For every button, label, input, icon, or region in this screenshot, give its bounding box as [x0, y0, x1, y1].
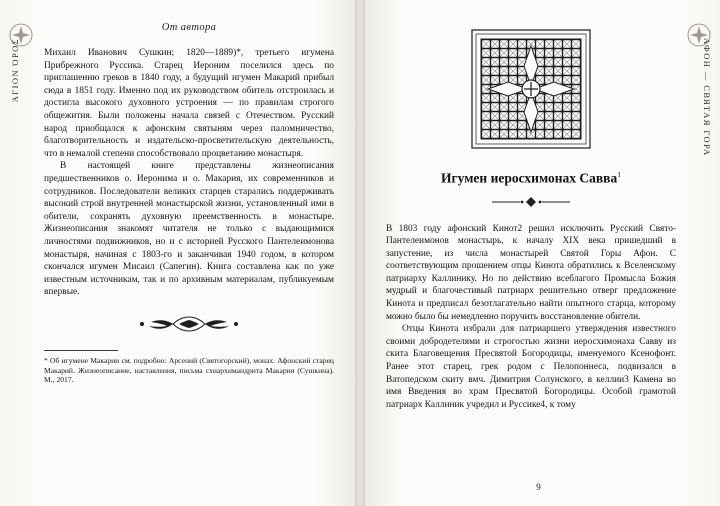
running-head-left: От автора: [161, 22, 217, 33]
chapter-title-text: Игумен иеросхимонах Савва: [441, 170, 618, 186]
chapter-title-footnote-marker: 1: [617, 170, 621, 179]
paragraph: В настоящей книге представлены жизнеописания предшественников о. Иеронима и о. Макария, их современников и сотрудников. Последователи великих старцев старались поддерживать высокий строй внутренней монастырской жизни, установленный ими в обители, сохранять духовную преемственность в монастыре. Жизнеописания знакомят читателя не только с выдающимися личностями подвижников, но и с историей Русского Пантелеимонова монастыря, начиная с 1803-го и заканчивая 1940 годом, в котором скончался игумен Мисаил (Сапегин). Книга составлена как по уже известным источникам, так и по архивным материалам, публикуемым впервые.: [44, 161, 334, 298]
ornament-title-divider-icon: [386, 195, 676, 213]
paragraph: Михаил Иванович Сушкин; 1820—1889)*, третьего игумена Прибрежного Руссика. Старец Иероним поселился здесь по приглашению греков в 1840 году, а будущий игумен Макарий прибыл сюда в 1851 году. Именно под их руководством обитель отстроилась и достигла высокого духовного устроения — по правилам строгого общежития. Были положены начала связей с Отечеством. Русский народ приобщался к афонским святыням через паломничество, благотворительность и издательско-просветительскую деятельность, что в немалой степени способствовало процветанию монастыря.: [44, 48, 334, 159]
paragraph: В 1803 году афонский Кинот2 решил исключить Русский Свято-Пантелеимонов монастырь, к началу XIX века пришедший в запустение, из числа монастырей Святой Горы Афон. С соответствующим прошением отцы Кинота обратились к Вселенскому патриарху Каллинику. Но по действию всеблагого Промысла Божия мудрый и благочестивый патриарх решительно отверг предложение Кинота и предписал безотлагательно найти опытного старца, которому можно было бы немедленно поручить восстановление обители.: [386, 223, 676, 322]
footnote-separator: [44, 350, 118, 351]
ornament-divider-icon: [44, 313, 334, 340]
paragraph: Отцы Кинота избрали для патриаршего утверждения известного своими добродетелями и строгостью жизни иеросхимонаха Савву из скита Благовещения Пресвятой Богородицы, именуемого Ксенофонт. Ранее этот старец, грек родом с Пелопоннеса, подвизался в Ватопедском скиту вмч. Димитрия Солунского, в келлии3 Камена во имя Введения во храм Пресвятой Богородицы. Особой грамотой патриарх Каллиник учредил и Руссике4, к тому: [386, 324, 676, 410]
right-page-body: [386, 223, 676, 412]
side-tab-left: ΆΓΙΟΝ ΌΡΟΣ: [10, 38, 20, 103]
ornament-headpiece-icon: [386, 26, 676, 157]
right-page: [360, 0, 720, 506]
footnote-left: * Об игумене Макарии см. подробно: Арсений (Святогорский), монах. Афонский старец Макарий. Жизнеописание, наставления, письма схиархимандрита Макария (Сушкина). М., 2017.: [44, 355, 334, 385]
page-number-text: 9: [536, 482, 544, 492]
page-number: [360, 482, 720, 492]
chapter-title: [386, 167, 676, 187]
side-tab-right: АФОН — СВЯТАЯ ГОРА: [702, 38, 712, 157]
left-page-body: [44, 47, 334, 299]
